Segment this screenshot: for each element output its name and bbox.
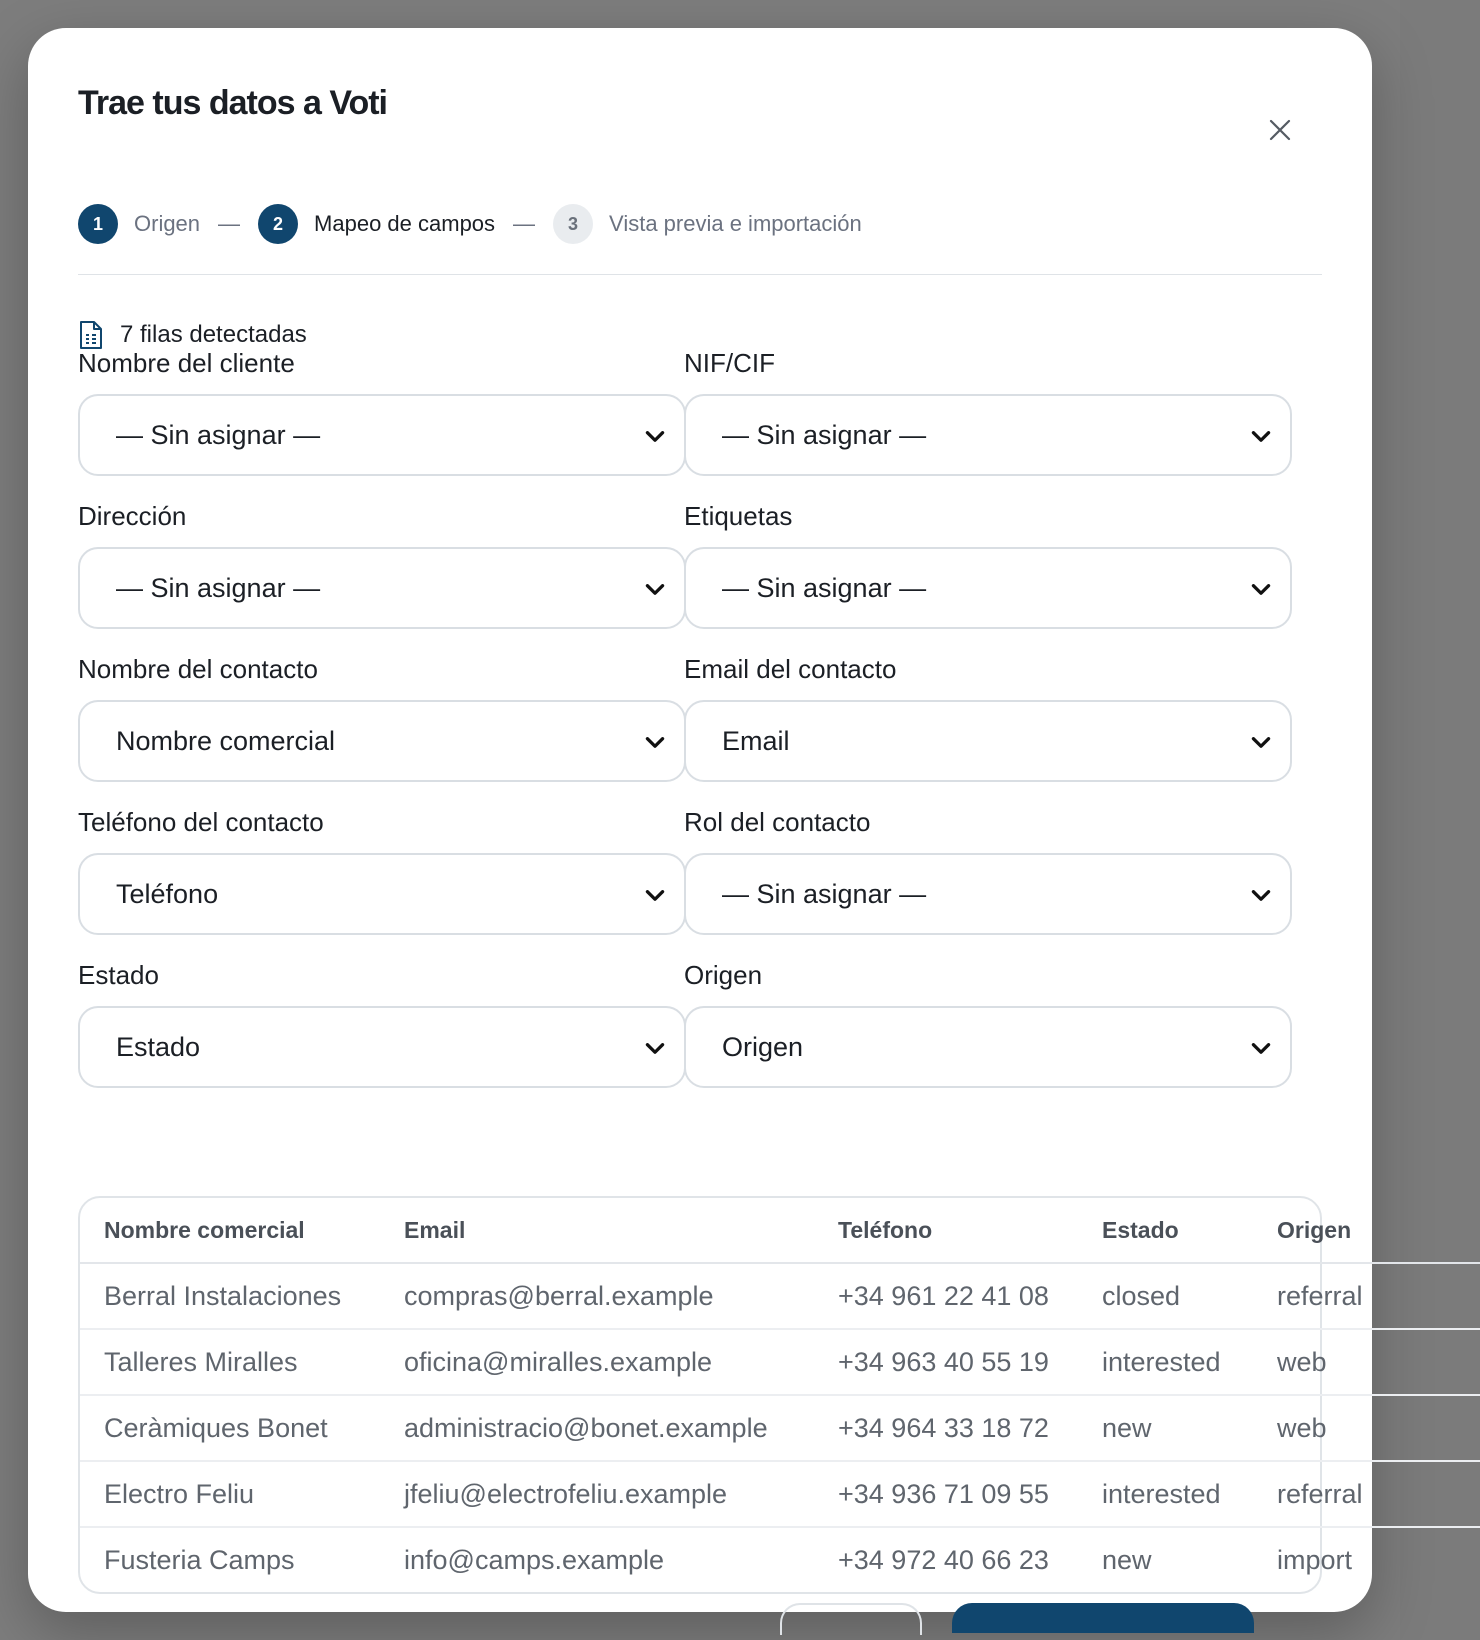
chevron-down-icon — [642, 1036, 668, 1062]
stepper — [78, 204, 862, 244]
rows-detected — [78, 320, 307, 350]
step-separator: — — [513, 211, 536, 236]
column-header: Estado — [1078, 1198, 1253, 1263]
tags-select-value: — Sin asignar — — [722, 572, 927, 603]
step-separator: — — [218, 211, 241, 236]
status-select-value: Estado — [116, 1031, 201, 1062]
field-label-contact-phone: Teléfono del contacto — [78, 807, 324, 837]
chevron-down-icon — [642, 730, 668, 756]
table-cell: Ceràmiques Bonet — [80, 1395, 380, 1461]
chevron-down-icon — [642, 883, 668, 909]
chevron-down-icon — [642, 577, 668, 603]
modal-title: Trae tus datos a Voti — [78, 84, 388, 122]
back-button[interactable] — [780, 1603, 922, 1635]
table-cell: +34 972 40 66 23 — [838, 1544, 1049, 1575]
table-cell: jfeliu@electrofeliu.example — [380, 1461, 814, 1527]
chevron-down-icon — [1248, 577, 1274, 603]
table-row — [80, 1329, 1480, 1395]
step-2-label: Mapeo de campos — [314, 211, 496, 236]
column-header: Email — [380, 1198, 814, 1263]
header-divider — [78, 274, 1322, 275]
contact-name-select[interactable] — [78, 700, 686, 782]
client-name-select-value: — Sin asignar — — [116, 419, 321, 450]
table-cell: Fusteria Camps — [104, 1544, 295, 1575]
column-header: Origen — [1253, 1198, 1480, 1263]
column-header: Teléfono — [814, 1198, 1078, 1263]
address-select[interactable] — [78, 547, 686, 629]
table-cell: web — [1253, 1395, 1480, 1461]
contact-role-select[interactable] — [684, 853, 1292, 935]
table-cell: new — [1078, 1395, 1253, 1461]
table-cell: oficina@miralles.example — [380, 1329, 814, 1395]
table-cell: referral — [1253, 1461, 1480, 1527]
contact-phone-select-value: Teléfono — [116, 878, 219, 909]
table-cell: referral — [1253, 1263, 1480, 1329]
field-label-address: Dirección — [78, 501, 187, 531]
spreadsheet-file-icon — [78, 320, 104, 350]
table-row — [80, 1263, 1480, 1329]
tax-id-select-value: — Sin asignar — — [722, 419, 927, 450]
client-name-select[interactable] — [78, 394, 686, 476]
table-row — [80, 1395, 1480, 1461]
continue-button[interactable] — [952, 1603, 1254, 1633]
table-cell: administracio@bonet.example — [380, 1395, 814, 1461]
contact-email-select-value: Email — [722, 725, 790, 756]
contact-phone-select[interactable] — [78, 853, 686, 935]
table-cell: web — [1253, 1329, 1480, 1395]
chevron-down-icon — [1248, 883, 1274, 909]
contact-role-select-value: — Sin asignar — — [722, 878, 927, 909]
table-row — [80, 1527, 1480, 1592]
field-label-contact-email: Email del contacto — [684, 654, 897, 684]
table-row — [80, 1461, 1480, 1527]
table-header-row — [80, 1198, 1480, 1263]
rows-detected-label: 7 filas detectadas — [120, 321, 307, 348]
field-label-contact-role: Rol del contacto — [684, 807, 871, 837]
table-cell: Berral Instalaciones — [80, 1263, 380, 1329]
step-3-number: 3 — [553, 204, 593, 244]
step-2-number: 2 — [258, 204, 298, 244]
close-button[interactable] — [1260, 110, 1300, 150]
step-1-label: Origen — [134, 211, 201, 236]
table-cell: +34 961 22 41 08 — [814, 1263, 1078, 1329]
chevron-down-icon — [1248, 424, 1274, 450]
contact-email-select[interactable] — [684, 700, 1292, 782]
contact-name-select-value: Nombre comercial — [116, 725, 336, 756]
source-select[interactable] — [684, 1006, 1292, 1088]
table-cell: new — [1102, 1544, 1152, 1575]
field-label-tax-id: NIF/CIF — [684, 348, 775, 378]
table-cell: Electro Feliu — [80, 1461, 380, 1527]
address-select-value: — Sin asignar — — [116, 572, 321, 603]
import-modal — [28, 28, 1372, 1612]
field-label-status: Estado — [78, 960, 159, 990]
step-3-label: Vista previa e importación — [609, 211, 862, 236]
field-label-tags: Etiquetas — [684, 501, 793, 531]
table-cell: Talleres Miralles — [80, 1329, 380, 1395]
column-header: Nombre comercial — [80, 1198, 380, 1263]
table-cell: compras@berral.example — [380, 1263, 814, 1329]
table-cell: info@camps.example — [404, 1544, 665, 1575]
table-cell: +34 963 40 55 19 — [814, 1329, 1078, 1395]
tags-select[interactable] — [684, 547, 1292, 629]
table-cell: +34 936 71 09 55 — [814, 1461, 1078, 1527]
field-label-client-name: Nombre del cliente — [78, 348, 295, 378]
step-1-number: 1 — [78, 204, 118, 244]
chevron-down-icon — [1248, 1036, 1274, 1062]
status-select[interactable] — [78, 1006, 686, 1088]
table-cell: interested — [1078, 1461, 1253, 1527]
field-label-source: Origen — [684, 960, 763, 990]
field-label-contact-name: Nombre del contacto — [78, 654, 318, 684]
close-icon — [1268, 118, 1292, 142]
chevron-down-icon — [1248, 730, 1274, 756]
source-select-value: Origen — [722, 1031, 804, 1062]
table-cell: import — [1277, 1544, 1353, 1575]
table-cell: interested — [1078, 1329, 1253, 1395]
tax-id-select[interactable] — [684, 394, 1292, 476]
table-cell: closed — [1078, 1263, 1253, 1329]
preview-table[interactable] — [78, 1196, 1363, 1594]
table-cell: +34 964 33 18 72 — [814, 1395, 1078, 1461]
chevron-down-icon — [642, 424, 668, 450]
